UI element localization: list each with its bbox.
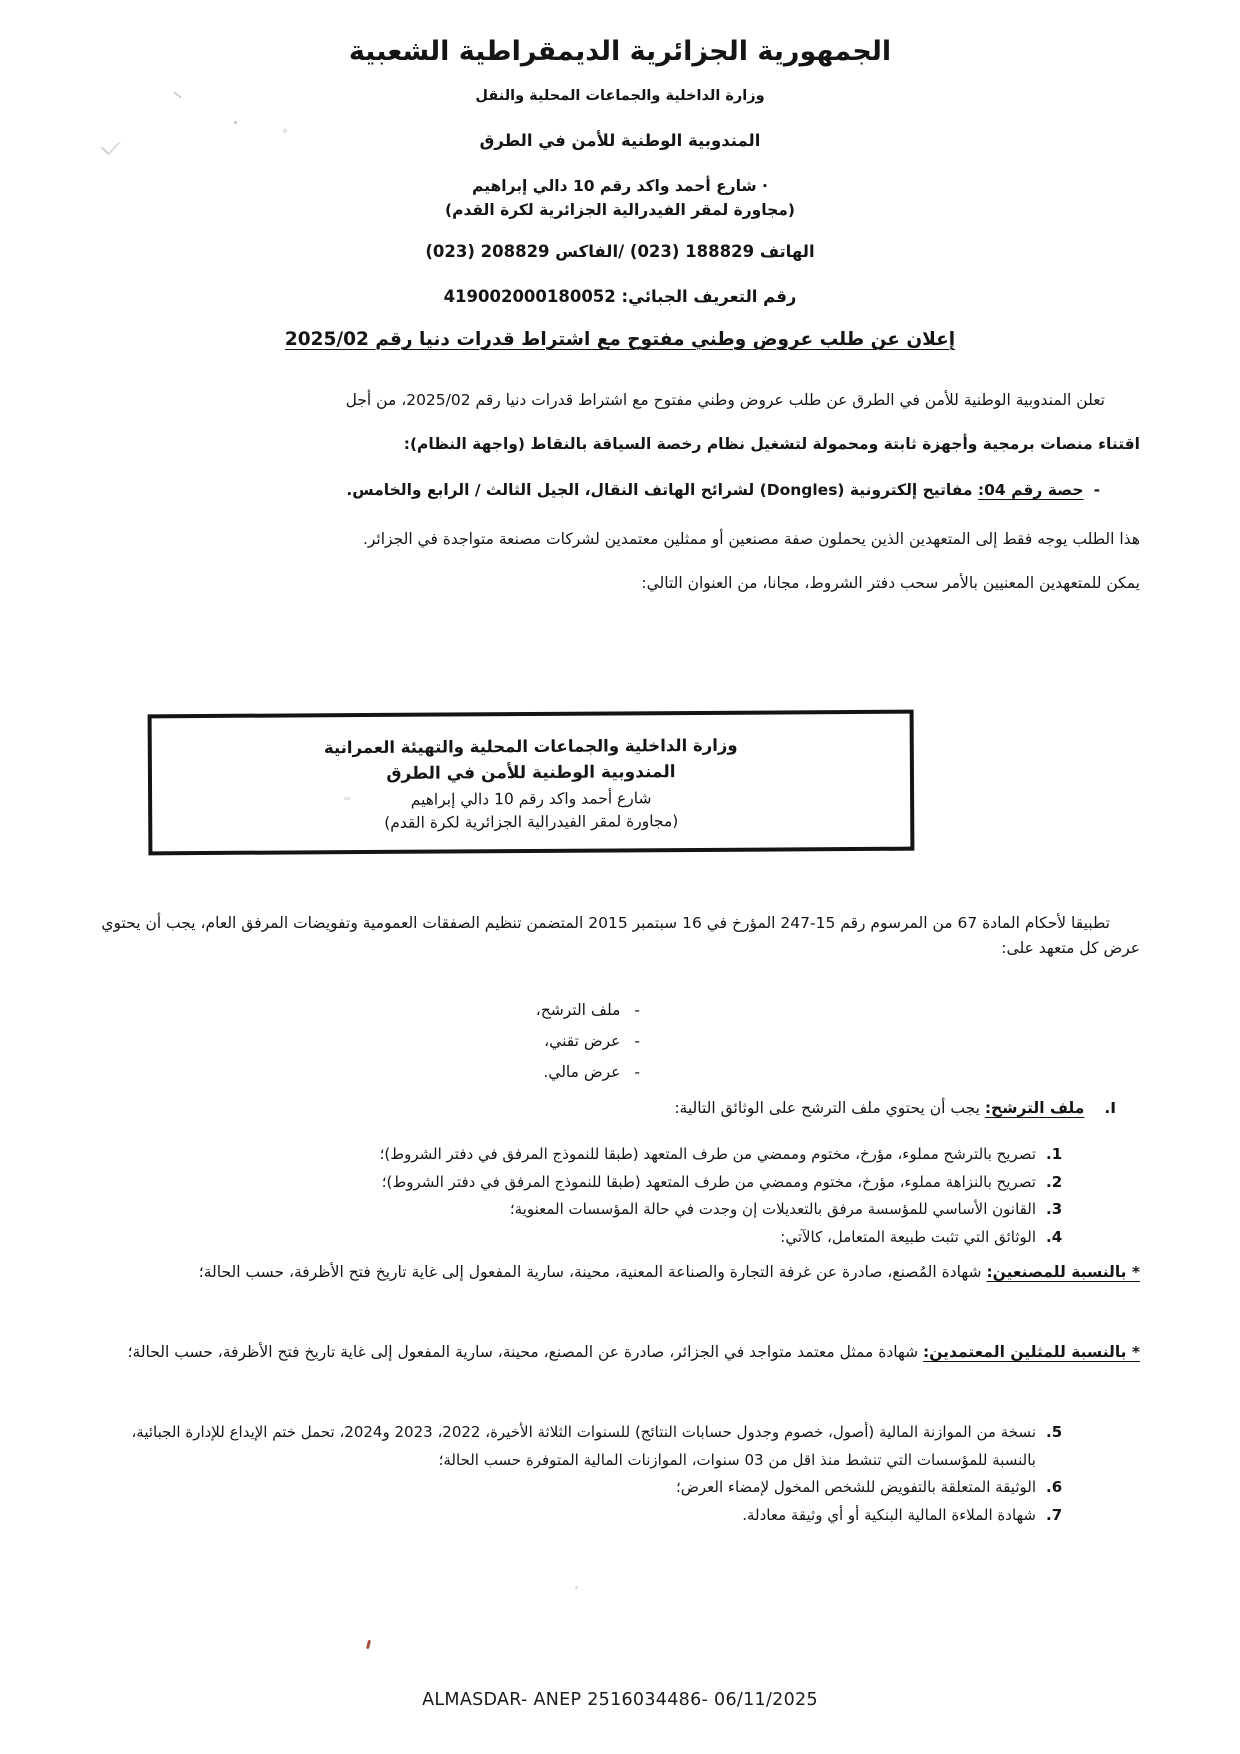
notice-title-text: إعلان عن طلب عروض وطني مفتوح مع اشتراط قدرات دنيا رقم 2025/02	[284, 329, 956, 350]
address-box-line3: شارع أحمد واكد رقم 10 دالي إبراهيم	[410, 789, 652, 809]
numbered-item	[100, 1141, 1140, 1169]
representatives-note-label: * بالنسبة للمثلين المعتمدين:	[923, 1343, 1140, 1361]
address-box-line4: (مجاورة لمقر الفيدرالية الجزائرية لكرة القدم)	[384, 812, 679, 832]
bullet-item	[100, 1026, 640, 1057]
header-address-line2: (مجاورة لمقر الفيدرالية الجزائرية لكرة القدم)	[445, 201, 795, 219]
item-number: 1.	[1046, 1145, 1063, 1163]
numbered-item	[100, 1224, 1140, 1252]
candidacy-items	[100, 1141, 1140, 1251]
section-1-heading	[100, 1096, 1140, 1121]
section-heading-label: ملف الترشح:	[984, 1099, 1085, 1117]
procurement-subject: اقتناء منصات برمجية وأجهزة ثابتة ومحمولة لتشغيل نظام رخصة السياقة بالنقاط (واجهة النظام):	[403, 435, 1140, 453]
bullet-dash: -	[634, 1001, 640, 1019]
bullet-item	[100, 1057, 640, 1088]
bullet-dash: -	[634, 1032, 640, 1050]
bullet-text: عرض مالي.	[543, 1063, 621, 1081]
header-delegation: المندوبية الوطنية للأمن في الطرق	[479, 131, 761, 150]
requirement-bullets	[100, 995, 640, 1088]
bullet-text: ملف الترشح،	[535, 1001, 621, 1019]
item-number: 7.	[1046, 1505, 1063, 1524]
item-number: 3.	[1046, 1200, 1063, 1218]
lot-description: مفاتيح إلكترونية (Dongles) لشرائح الهاتف النقال، الجيل الثالث / الرابع والخامس.	[346, 481, 973, 499]
header-address-line1: · شارع أحمد واكد رقم 10 دالي إبراهيم	[472, 177, 768, 195]
scan-artifact	[234, 121, 237, 124]
section-heading-rest: يجب أن يحتوي ملف الترشح على الوثائق التالية:	[674, 1099, 980, 1117]
numbered-item	[100, 1419, 1140, 1474]
withdraw-paragraph: يمكن للمتعهدين المعنيين بالأمر سحب دفتر الشروط، مجانا، من العنوان التالي:	[641, 574, 1140, 592]
item-text: نسخة من الموازنة المالية (أصول، خصوم وجدول حسابات النتائج) للسنوات الثلاثة الأخيرة، 2022، 2023 و2024، تحمل ختم الإيداع للإدارة الجبائية، بالنسبة للمؤسسات التي تنشط منذ اقل من 03 سنوات، الموازنات المالية المتوفرة حسب الحالة؛	[131, 1423, 1036, 1469]
notice-title	[0, 329, 1240, 350]
lot-label: حصة رقم 04:	[977, 481, 1084, 499]
item-text: شهادة الملاءة المالية البنكية أو أي وثيقة معادلة.	[742, 1505, 1036, 1524]
scan-artifact	[575, 1586, 578, 1589]
item-number: 5.	[1046, 1423, 1063, 1441]
representatives-note	[100, 1340, 1140, 1365]
footer-publication-line: ALMASDAR- ANEP 2516034486- 06/11/2025	[422, 1690, 818, 1710]
manufacturers-note-label: * بالنسبة للمصنعين:	[986, 1263, 1140, 1281]
intro-paragraph: تعلن المندوبية الوطنية للأمن في الطرق عن طلب عروض وطني مفتوح مع اشتراط قدرات دنيا رقم 2025/02، من أجل	[345, 391, 1105, 409]
representatives-note-text: شهادة ممثل معتمد متواجد في الجزائر، صادرة عن المصنع، محينة، سارية المفعول إلى غاية تاريخ فتح الأظرفة، حسب الحالة؛	[127, 1343, 919, 1361]
bullet-text: عرض تقني،	[544, 1032, 621, 1050]
bullet-dash: -	[634, 1063, 640, 1081]
lot-dash: -	[1093, 481, 1100, 499]
item-text: الوثائق التي تثبت طبيعة المتعامل، كالآتي:	[780, 1227, 1036, 1246]
scan-artifact	[366, 1640, 371, 1649]
legal-paragraph: تطبيقا لأحكام المادة 67 من المرسوم رقم 15-247 المؤرخ في 16 سبتمبر 2015 المتضمن تنظيم الصفقات العمومية وتفويضات المرفق العام، يجب أن يحتوي عرض كل متعهد على:	[101, 914, 1140, 957]
eligibility-paragraph: هذا الطلب يوجه فقط إلى المتعهدين الذين يحملون صفة مصنعين أو ممثلين معتمدين لشركات مصنعة متواجدة في الجزائر.	[362, 530, 1140, 548]
header-country: الجمهورية الجزائرية الديمقراطية الشعبية	[348, 36, 892, 67]
header-ministry: وزارة الداخلية والجماعات المحلية والنقل	[475, 88, 765, 104]
item-number: 2.	[1046, 1172, 1063, 1191]
manufacturers-note	[100, 1260, 1140, 1285]
lot-line	[100, 478, 1140, 503]
address-box-line2: المندوبية الوطنية للأمن في الطرق	[386, 761, 676, 784]
bullet-item	[100, 995, 640, 1026]
item-text: القانون الأساسي للمؤسسة مرفق بالتعديلات إن وجدت في حالة المؤسسات المعنوية؛	[509, 1200, 1036, 1218]
manufacturers-note-text: شهادة المُصنع، صادرة عن غرفة التجارة والصناعة المعنية، محينة، سارية المفعول إلى غاية تاريخ فتح الأظرفة، حسب الحالة؛	[198, 1263, 982, 1281]
section-heading-text	[674, 1096, 1084, 1121]
section-numeral: I.	[1104, 1099, 1116, 1117]
numbered-item	[100, 1474, 1140, 1502]
financial-items	[100, 1419, 1140, 1529]
address-box-line1: وزارة الداخلية والجماعات المحلية والتهيئة العمرانية	[323, 735, 738, 757]
header-tax-id: رقم التعريف الجبائي: 419002000180052	[443, 287, 797, 306]
item-number: 4.	[1046, 1227, 1063, 1246]
numbered-item	[100, 1196, 1140, 1224]
lot-text-wrap	[346, 478, 1083, 503]
item-text: تصريح بالترشح مملوء، مؤرخ، مختوم وممضي من طرف المتعهد (طبقا للنموذج المرفق في دفتر الشروط)؛	[379, 1145, 1036, 1163]
item-number: 6.	[1046, 1478, 1063, 1496]
item-text: الوثيقة المتعلقة بالتفويض للشخص المخول لإمضاء العرض؛	[675, 1478, 1036, 1496]
address-box	[148, 710, 915, 856]
item-text: تصريح بالنزاهة مملوء، مؤرخ، مختوم وممضي من طرف المتعهد (طبقا للنموذج المرفق في دفتر الشروط)؛	[381, 1172, 1036, 1191]
numbered-item	[100, 1169, 1140, 1197]
numbered-item	[100, 1502, 1140, 1530]
header-phone-fax: الهاتف 188829 (023) /الفاكس 208829 (023)	[425, 242, 815, 261]
